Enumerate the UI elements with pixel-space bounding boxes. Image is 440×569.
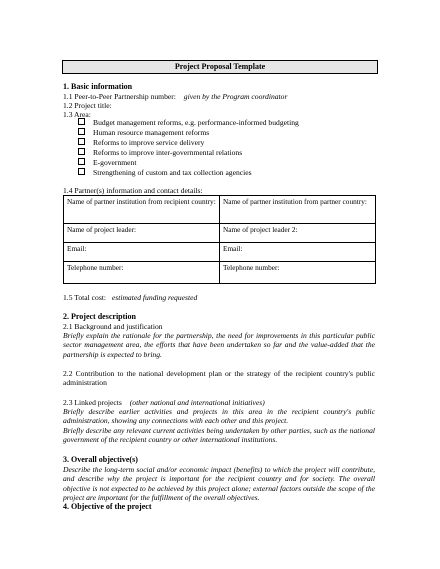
checkbox-icon[interactable] [78,118,85,125]
section-1-heading: 1. Basic information [63,82,133,91]
table-cell[interactable]: Email: [64,243,220,262]
item-1-5 [63,293,375,302]
item-2-3-text-1: Briefly describe earlier activities and projects in this area in the recipient country's public administration, showing any connections with each other and this project. [63,407,375,426]
item-2-1: 2.1 Background and justification [63,322,163,331]
table-row [64,224,376,243]
item-2-2: 2.2 Contribution to the national development plan or the strategy of the recipient country's public administration [63,369,375,388]
table-row [64,262,376,284]
item-1-1-value: given by the Program coordinator [183,92,288,101]
table-cell[interactable]: Name of partner institution from partner country: [220,196,376,224]
checkbox-icon[interactable] [78,138,85,145]
checkbox-icon[interactable] [78,168,85,175]
table-cell[interactable]: Name of partner institution from recipient country: [64,196,220,224]
table-cell[interactable]: Telephone number: [220,262,376,284]
area-item: Budget management reforms, e.g. performance-informed budgeting [78,118,299,128]
checkbox-icon[interactable] [78,148,85,155]
item-2-1-text: Briefly explain the rationale for the partnership, the need for improvements in this particular public sector management area, the efforts that have been undertaken so far and the value-added that the partnership is expected to bring. [63,331,375,359]
item-1-2: 1.2 Project title: [63,101,112,110]
section-3-text: Describe the long-term social and/or economic impact (benefits) to which the project will contribute, and describe why the project is important for the recipient country and for society. The overall objective is not expected to be achieved by this project alone; external factors outside the scope of the project are important for the fulfillment of the overall objectives. [63,465,375,503]
checkbox-icon[interactable] [78,128,85,135]
item-1-1 [63,92,375,101]
area-item: Reforms to improve inter-governmental relations [78,148,299,158]
table-cell[interactable]: Telephone number: [64,262,220,284]
item-1-5-label: 1.5 Total cost: [63,293,106,302]
table-cell[interactable]: Email: [220,243,376,262]
item-1-4: 1.4 Partner(s) information and contact details: [63,186,203,195]
item-2-3-label: 2.3 Linked projects [63,398,122,407]
table-cell[interactable]: Name of project leader: [64,224,220,243]
item-2-3-text-2: Briefly describe any relevant current activities being undertaken by other parties, such as the national government of the recipient country or other international institutions. [63,426,375,445]
area-item: E-government [78,158,299,168]
document-title: Project Proposal Template [62,60,378,74]
checkbox-icon[interactable] [78,158,85,165]
item-1-3: 1.3 Area: [63,110,91,119]
table-row [64,243,376,262]
section-4-heading: 4. Objective of the project [63,502,152,511]
area-list [78,118,299,179]
item-2-3 [63,398,375,407]
section-3-heading: 3. Overall objective(s) [63,455,138,464]
item-1-5-value: estimated funding requested [111,293,198,302]
section-2-heading: 2. Project description [63,312,136,321]
table-cell[interactable]: Name of project leader 2: [220,224,376,243]
item-2-3-value: (other national and international initiatives) [129,398,265,407]
table-row [64,196,376,224]
item-1-1-label: 1.1 Peer-to-Peer Partnership number: [63,92,176,101]
partner-table [63,195,376,284]
area-item: Strengthening of custom and tax collection agencies [78,168,299,178]
area-item: Human resource management reforms [78,128,299,138]
area-item: Reforms to improve service delivery [78,138,299,148]
